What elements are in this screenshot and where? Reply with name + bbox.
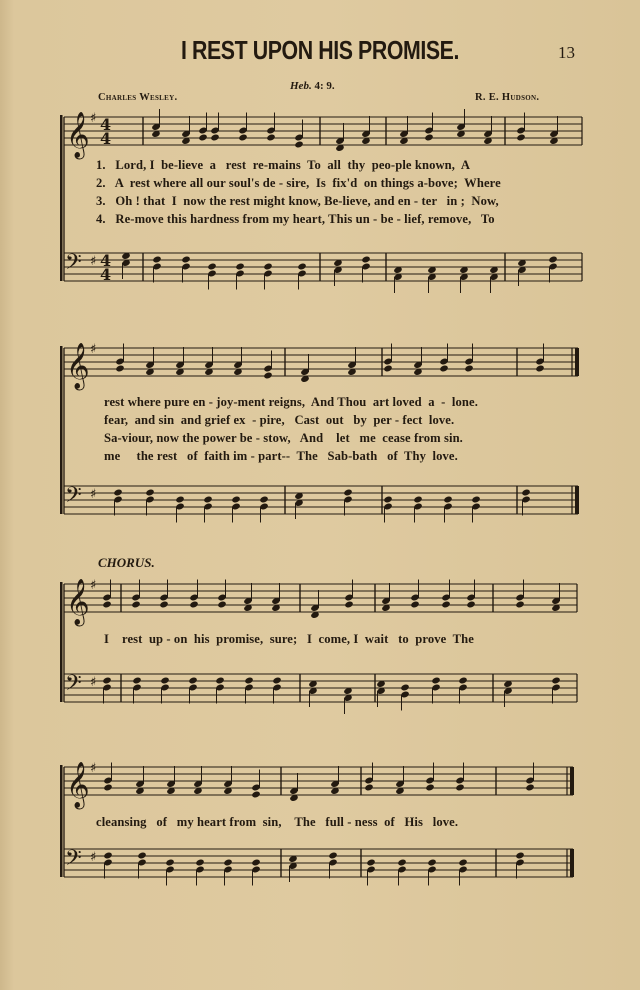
note-chord [263,263,272,290]
note-chord [102,677,111,704]
note-chord [517,259,526,286]
lyric-line: 3. Oh ! that I now the rest might know, Be-lieve, and en - ter in ; Now, [96,194,499,208]
lyric-line: I rest up - on his promise, sure; I come, I wait to prove The [104,632,474,646]
note-chord [458,677,467,704]
sharp-icon: ♯ [90,111,97,126]
treble-staff [64,111,582,160]
note-chord [397,859,406,886]
lyric-line: 4. Re-move this hardness from my heart, This un - be - lief, remove, To [96,212,495,226]
note-chord [272,677,281,704]
note-chord [207,263,216,290]
note-chord [333,259,342,286]
composer-credit: R. E. Hudson. [475,92,540,103]
note-chord [215,677,224,704]
final-barline [575,486,579,514]
time-signature: 4 [100,251,112,270]
note-chord [288,855,297,882]
note-chord [244,677,253,704]
note-chord [400,684,409,711]
note-chord [231,496,240,523]
note-chord [294,492,303,519]
note-chord [152,256,161,283]
lyric-line: me the rest of faith im - part-- The Sab-bath of Thy love. [104,449,458,463]
bass-clef-icon: 𝄢 [65,846,82,876]
bass-staff [64,250,582,284]
note-chord [431,677,440,704]
time-signature: 4 [100,115,112,134]
time-signature: 4 [100,265,112,284]
note-chord [471,496,480,523]
note-chord [393,266,402,293]
final-barline [570,849,574,877]
note-chord [551,677,560,704]
treble-clef-icon: 𝄞 [66,112,90,158]
note-chord [132,677,141,704]
system-brace [60,582,63,702]
treble-clef-icon: 𝄞 [66,343,90,389]
sharp-icon: ♯ [90,342,97,357]
system-brace [60,765,63,877]
note-chord [413,496,422,523]
note-chord [443,496,452,523]
note-chord [383,496,392,523]
bass-clef-icon: 𝄢 [65,250,82,280]
note-chord [121,252,130,279]
note-chord [548,256,557,283]
note-chord [427,859,436,886]
scripture-verse: 4: 9. [311,80,335,92]
sharp-icon: ♯ [90,675,97,690]
hymn-title: I REST UPON HIS PROMISE. [180,35,460,65]
note-chord [459,266,468,293]
sharp-icon: ♯ [90,254,97,269]
note-chord [175,496,184,523]
lyric-line: cleansing of my heart from sin, The full - ness of His love. [96,815,459,829]
note-chord [308,680,317,707]
note-chord [515,852,524,879]
lyric-line: Sa-viour, now the power be - stow, And let me cease from sin. [104,431,463,445]
note-chord [160,677,169,704]
note-chord [188,677,197,704]
system-brace [60,115,63,281]
sharp-icon: ♯ [90,487,97,502]
note-chord [366,859,375,886]
note-chord [223,859,232,886]
note-chord [195,859,204,886]
system-brace [60,346,63,514]
treble-clef-icon: 𝄞 [66,579,90,625]
note-chord [203,496,212,523]
sharp-icon: ♯ [90,761,97,776]
final-barline [575,348,579,376]
note-chord [137,852,146,879]
note-chord [145,489,154,516]
note-chord [165,859,174,886]
note-chord [427,266,436,293]
final-barline [570,767,574,795]
chorus-label: CHORUS. [98,555,155,570]
note-chord [103,852,112,879]
note-chord [489,266,498,293]
note-chord [361,256,370,283]
sharp-icon: ♯ [90,850,97,865]
note-chord [343,489,352,516]
lyric-line: 2. A rest where all our soul's de - sire, Is fix'd on things a-bove; Where [96,176,501,190]
bass-staff [64,671,577,702]
note-chord [259,496,268,523]
treble-staff [64,342,579,391]
note-chord [458,859,467,886]
note-chord [376,680,385,707]
note-chord [343,687,352,714]
time-signature: 4 [100,129,112,148]
bass-clef-icon: 𝄢 [65,483,82,513]
sharp-icon: ♯ [90,578,97,593]
lyric-line: 1. Lord, I be-lieve a rest re-mains To all thy peo-ple known, A [96,158,471,172]
note-chord [297,263,306,290]
lyricist-credit: Charles Wesley. [98,92,178,103]
bass-clef-icon: 𝄢 [65,671,82,701]
page-number: 13 [558,43,575,62]
note-chord [251,859,260,886]
note-chord [235,263,244,290]
lyric-line: fear, and sin and grief ex - pire, Cast out by per - fect love. [104,413,455,427]
treble-staff [64,578,577,627]
lyric-line: rest where pure en - joy-ment reigns, And Thou art loved a - lone. [104,395,478,409]
note-chord [521,489,530,516]
bass-staff [64,483,579,514]
treble-clef-icon: 𝄞 [66,762,90,808]
note-chord [328,852,337,879]
note-chord [113,489,122,516]
scripture-book: Heb. [290,80,312,92]
note-chord [503,680,512,707]
note-chord [181,256,190,283]
